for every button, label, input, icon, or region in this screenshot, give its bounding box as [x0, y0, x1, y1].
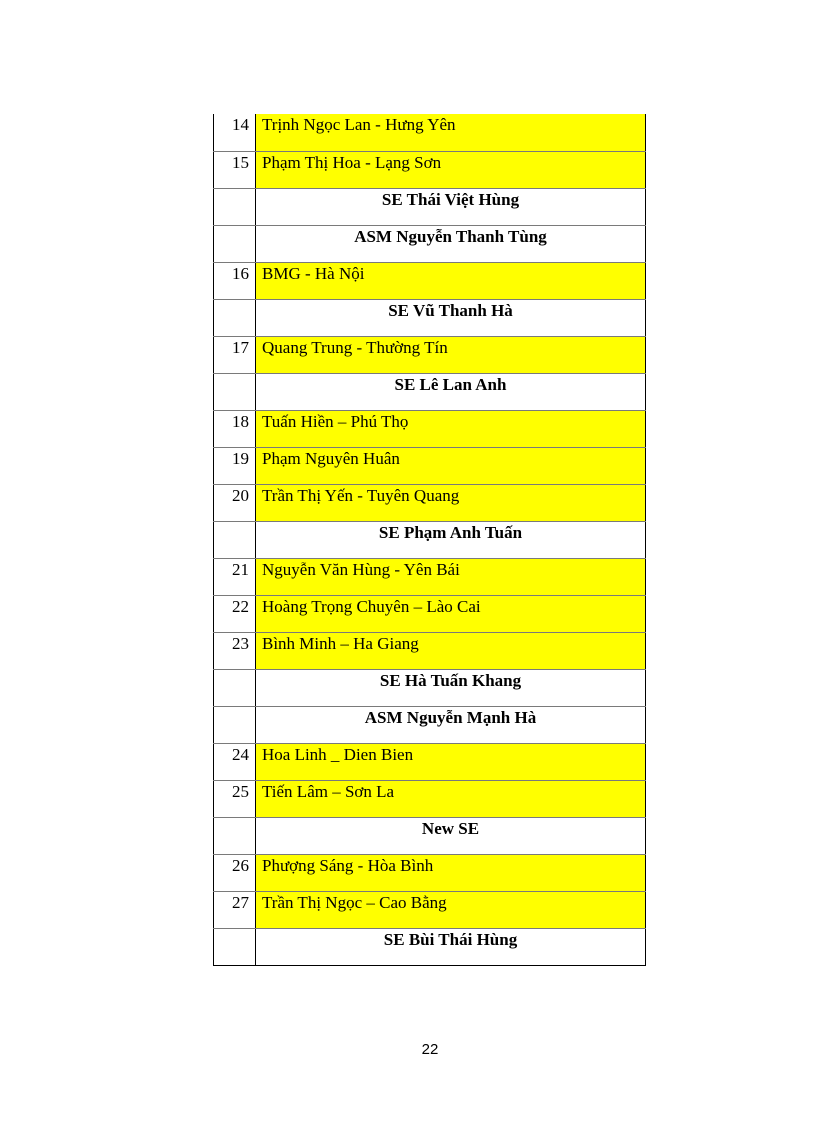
dealer-name: Trần Thị Yến - Tuyên Quang [262, 485, 460, 505]
table-row [214, 817, 646, 854]
row-number: 15 [232, 152, 249, 172]
row-number: 21 [232, 559, 249, 579]
group-header: New SE [421, 818, 480, 838]
table-row [214, 706, 646, 743]
table-row [214, 669, 646, 706]
table-row [214, 854, 646, 891]
group-header-cell [256, 188, 646, 225]
row-number-cell [214, 928, 256, 965]
row-number [249, 314, 255, 315]
dealer-name: Nguyễn Văn Hùng - Yên Bái [262, 559, 460, 579]
row-number: 26 [232, 855, 249, 875]
row-number [249, 943, 255, 944]
row-number-cell [214, 706, 256, 743]
row-number: 25 [232, 781, 249, 801]
group-header: SE Phạm Anh Tuấn [378, 522, 523, 542]
group-header-cell [256, 521, 646, 558]
dealer-name: Hoa Linh _ Dien Bien [262, 744, 414, 764]
row-number: 19 [232, 448, 249, 468]
row-number-cell [214, 188, 256, 225]
table-row [214, 336, 646, 373]
row-number [249, 832, 255, 833]
row-number [249, 240, 255, 241]
row-number: 18 [232, 411, 249, 431]
row-number-cell [214, 595, 256, 632]
table-row [214, 410, 646, 447]
group-header: SE Hà Tuấn Khang [379, 670, 522, 690]
row-number-cell [214, 743, 256, 780]
row-number [249, 684, 255, 685]
dealer-name: Trần Thị Ngọc – Cao Bằng [262, 892, 447, 912]
dealer-cell [256, 595, 646, 632]
row-number [249, 721, 255, 722]
group-header-cell [256, 669, 646, 706]
group-header-cell [256, 706, 646, 743]
row-number-cell [214, 669, 256, 706]
dealer-name: Phạm Thị Hoa - Lạng Sơn [262, 152, 442, 172]
table-row [214, 114, 646, 151]
row-number-cell [214, 225, 256, 262]
group-header: ASM Nguyễn Mạnh Hà [364, 707, 537, 727]
group-header-cell [256, 928, 646, 965]
group-header-cell [256, 299, 646, 336]
group-header-cell [256, 225, 646, 262]
dealer-cell [256, 891, 646, 928]
page-number: 22 [421, 1041, 439, 1058]
row-number-cell [214, 521, 256, 558]
group-header: SE Vũ Thanh Hà [388, 300, 513, 320]
dealer-name: Tiến Lâm – Sơn La [262, 781, 395, 801]
table-row [214, 595, 646, 632]
dealer-cell [256, 558, 646, 595]
dealer-cell [256, 151, 646, 188]
row-number-cell [214, 114, 256, 151]
row-number-cell [214, 854, 256, 891]
table-row [214, 299, 646, 336]
row-number-cell [214, 780, 256, 817]
group-header-cell [256, 817, 646, 854]
group-header: ASM Nguyễn Thanh Tùng [354, 226, 547, 246]
row-number-cell [214, 262, 256, 299]
dealer-name: BMG - Hà Nội [262, 263, 365, 283]
row-number [249, 388, 255, 389]
row-number-cell [214, 336, 256, 373]
row-number-cell [214, 484, 256, 521]
table-row [214, 262, 646, 299]
row-number-cell [214, 299, 256, 336]
group-header: SE Lê Lan Anh [394, 374, 507, 394]
row-number: 27 [232, 892, 249, 912]
dealer-name: Bình Minh – Ha Giang [262, 633, 419, 653]
dealer-cell [256, 743, 646, 780]
row-number: 14 [232, 115, 249, 134]
row-number: 20 [232, 485, 249, 505]
dealer-name: Hoàng Trọng Chuyên – Lào Cai [262, 596, 481, 616]
dealer-table [213, 114, 646, 966]
table-row [214, 632, 646, 669]
row-number-cell [214, 817, 256, 854]
row-number-cell [214, 447, 256, 484]
group-header: SE Bùi Thái Hùng [383, 929, 518, 949]
table-row [214, 484, 646, 521]
table-row [214, 891, 646, 928]
row-number-cell [214, 558, 256, 595]
table-row [214, 928, 646, 965]
dealer-name: Tuấn Hiền – Phú Thọ [262, 411, 409, 431]
table-row [214, 151, 646, 188]
row-number [249, 203, 255, 204]
table-row [214, 558, 646, 595]
dealer-cell [256, 854, 646, 891]
dealer-name: Trịnh Ngọc Lan - Hưng Yên [262, 115, 456, 134]
dealer-name: Phượng Sáng - Hòa Bình [262, 855, 434, 875]
dealer-name: Phạm Nguyên Huân [262, 448, 400, 468]
dealer-cell [256, 632, 646, 669]
dealer-cell [256, 262, 646, 299]
dealer-cell [256, 336, 646, 373]
table-row [214, 780, 646, 817]
dealer-cell [256, 484, 646, 521]
table-row [214, 521, 646, 558]
row-number [249, 536, 255, 537]
dealer-cell [256, 447, 646, 484]
row-number: 17 [232, 337, 249, 357]
dealer-cell [256, 114, 646, 151]
table-row [214, 373, 646, 410]
dealer-cell [256, 780, 646, 817]
row-number: 16 [232, 263, 249, 283]
row-number-cell [214, 632, 256, 669]
group-header-cell [256, 373, 646, 410]
dealer-name: Quang Trung - Thường Tín [262, 337, 448, 357]
table-row [214, 447, 646, 484]
table-row [214, 743, 646, 780]
group-header: SE Thái Việt Hùng [381, 189, 520, 209]
row-number-cell [214, 151, 256, 188]
row-number: 24 [232, 744, 249, 764]
row-number: 22 [232, 596, 249, 616]
table-row [214, 188, 646, 225]
row-number-cell [214, 373, 256, 410]
row-number: 23 [232, 633, 249, 653]
row-number-cell [214, 891, 256, 928]
row-number-cell [214, 410, 256, 447]
table-row [214, 225, 646, 262]
dealer-cell [256, 410, 646, 447]
